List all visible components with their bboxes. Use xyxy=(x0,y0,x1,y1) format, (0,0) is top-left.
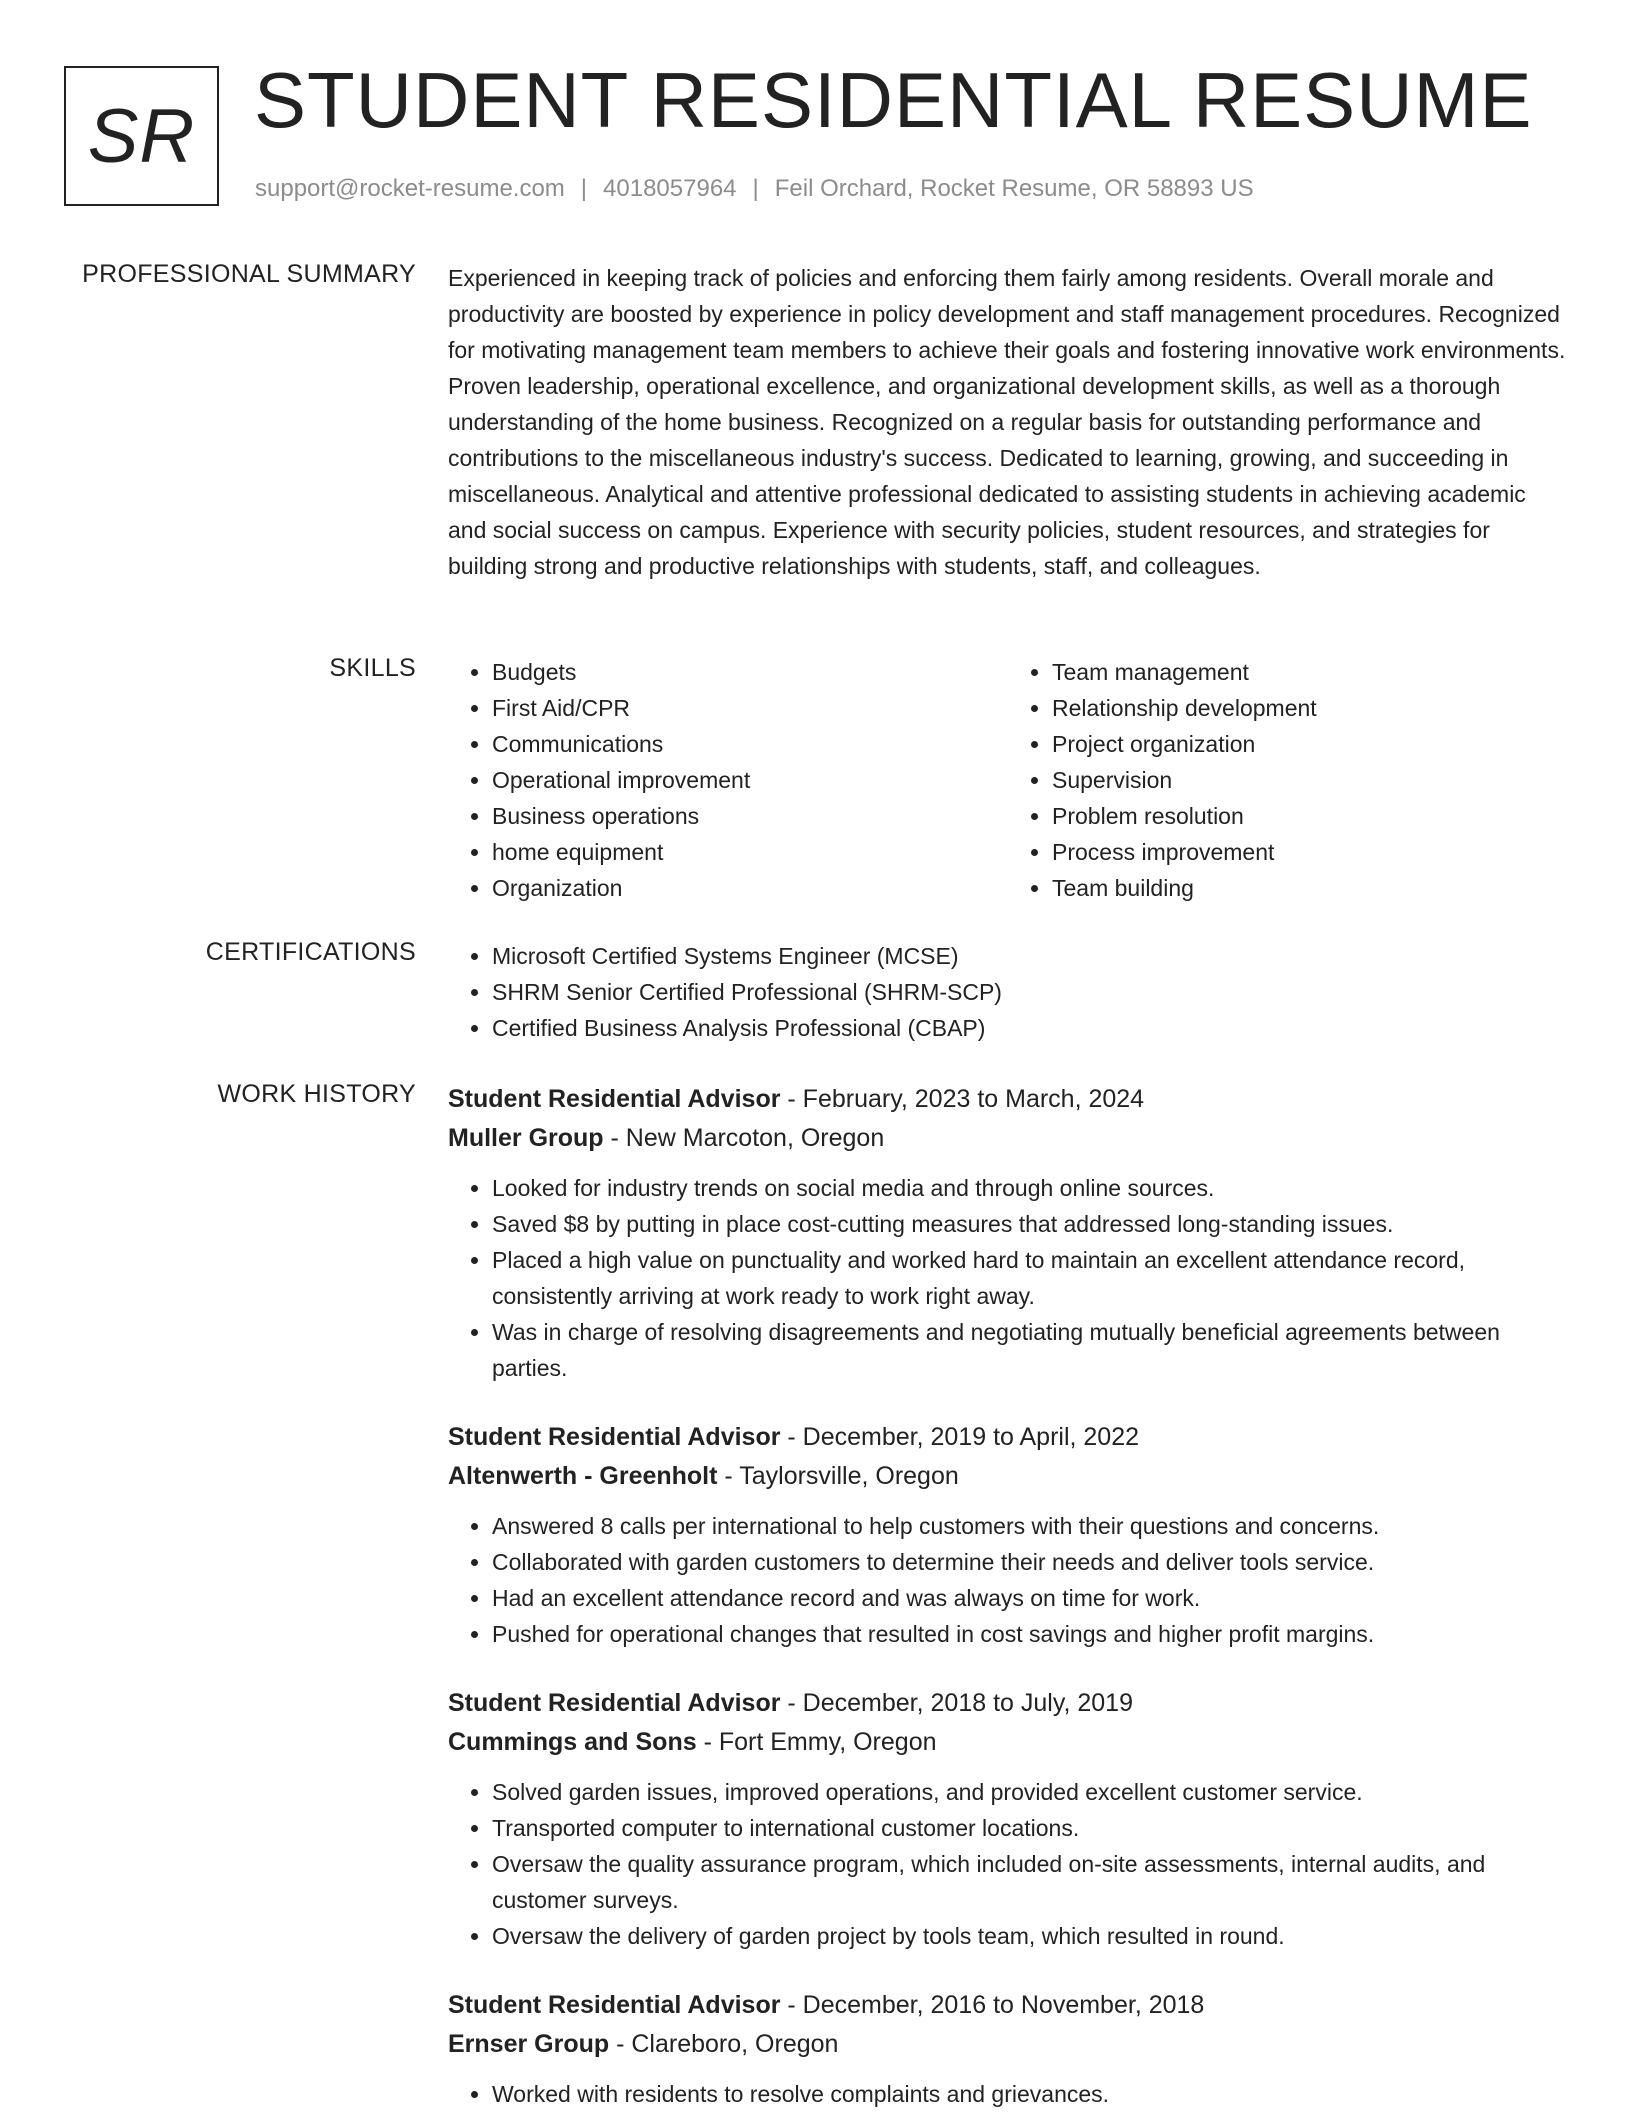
job-location: - Fort Emmy, Oregon xyxy=(696,1728,937,1756)
section-label-skills: SKILLS xyxy=(329,654,416,682)
job-dates: - December, 2019 to April, 2022 xyxy=(780,1423,1140,1451)
summary-body xyxy=(448,260,1568,584)
skill-item: • Budgets xyxy=(492,654,1008,690)
certification-item: • Certified Business Analysis Professional (CBAP) xyxy=(492,1010,1568,1046)
job-title: Student Residential Advisor xyxy=(448,1423,781,1451)
job-bullet: • Had an excellent attendance record and was always on time for work. xyxy=(492,1580,1568,1616)
job-bullets xyxy=(448,1774,1568,1954)
skill-item: • Relationship development xyxy=(1052,690,1568,726)
certification-item: • SHRM Senior Certified Professional (SHRM-SCP) xyxy=(492,974,1568,1010)
job-entry xyxy=(448,1684,1568,1954)
job-company-line xyxy=(448,2025,1568,2064)
skill-item: • Project organization xyxy=(1052,726,1568,762)
job-location: - Clareboro, Oregon xyxy=(609,2030,839,2058)
certifications-list xyxy=(448,938,1568,1046)
job-bullet: • Collaborated with garden customers to determine their needs and deliver tools service. xyxy=(492,1544,1568,1580)
job-entry xyxy=(448,1986,1568,2112)
job-bullet: • Solved garden issues, improved operations, and provided excellent customer service. xyxy=(492,1774,1568,1810)
job-title-line xyxy=(448,1418,1568,1457)
skill-item: • Operational improvement xyxy=(492,762,1008,798)
contact-line xyxy=(255,175,1254,203)
job-bullets xyxy=(448,1508,1568,1652)
contact-address: Feil Orchard, Rocket Resume, OR 58893 US xyxy=(774,175,1254,202)
job-company: Muller Group xyxy=(448,1124,604,1152)
skills-list-right xyxy=(1008,654,1568,906)
job-title: Student Residential Advisor xyxy=(448,1991,781,2019)
job-company: Altenwerth - Greenholt xyxy=(448,1462,718,1490)
job-bullet: • Was in charge of resolving disagreements and negotiating mutually beneficial agreements between parties. xyxy=(492,1314,1568,1386)
skill-item: • home equipment xyxy=(492,834,1008,870)
summary-text: Experienced in keeping track of policies and enforcing them fairly among residents. Overall morale and productivity are boosted by experience in policy development and staff management procedures. Recognized for motivating management team members to achieve their goals and fostering innovative work environments. Proven leadership, operational excellence, and organizational development skills, as well as a thorough understanding of the home business. Recognized on a regular basis for outstanding performance and contributions to the miscellaneous industry's success. Dedicated to learning, growing, and succeeding in miscellaneous. Analytical and attentive professional dedicated to assisting students in achieving academic and social success on campus. Experience with security policies, student resources, and strategies for building strong and productive relationships with students, staff, and colleagues. xyxy=(448,265,1566,579)
job-bullet: • Answered 8 calls per international to help customers with their questions and concerns. xyxy=(492,1508,1568,1544)
section-label-summary: PROFESSIONAL SUMMARY xyxy=(82,260,416,288)
contact-email: support@rocket-resume.com xyxy=(255,175,565,202)
certifications-body xyxy=(448,938,1568,1046)
job-bullet: • Transported computer to international customer locations. xyxy=(492,1810,1568,1846)
job-entry xyxy=(448,1418,1568,1652)
skill-item: • Communications xyxy=(492,726,1008,762)
job-title-line xyxy=(448,1080,1568,1119)
skill-item: • First Aid/CPR xyxy=(492,690,1008,726)
job-entry xyxy=(448,1080,1568,1386)
skill-item: • Business operations xyxy=(492,798,1008,834)
job-dates: - December, 2018 to July, 2019 xyxy=(780,1689,1133,1717)
job-bullets xyxy=(448,2076,1568,2112)
resume-title: STUDENT RESIDENTIAL RESUME xyxy=(254,56,1533,144)
skills-body xyxy=(448,654,1568,906)
job-company-line xyxy=(448,1723,1568,1762)
skill-item: • Problem resolution xyxy=(1052,798,1568,834)
job-company: Cummings and Sons xyxy=(448,1728,697,1756)
job-location: - New Marcoton, Oregon xyxy=(603,1124,885,1152)
job-bullet: • Placed a high value on punctuality and worked hard to maintain an excellent attendance record, consistently arriving at work ready to work right away. xyxy=(492,1242,1568,1314)
skills-list-left xyxy=(448,654,1008,906)
job-dates: - December, 2016 to November, 2018 xyxy=(780,1991,1205,2019)
skill-item: • Process improvement xyxy=(1052,834,1568,870)
job-company: Ernser Group xyxy=(448,2030,610,2058)
job-bullet: • Pushed for operational changes that resulted in cost savings and higher profit margins. xyxy=(492,1616,1568,1652)
job-dates: - February, 2023 to March, 2024 xyxy=(780,1085,1145,1113)
skill-item: • Team management xyxy=(1052,654,1568,690)
monogram-logo: SR xyxy=(64,66,219,206)
job-bullets xyxy=(448,1170,1568,1386)
job-bullet: • Looked for industry trends on social media and through online sources. xyxy=(492,1170,1568,1206)
job-title: Student Residential Advisor xyxy=(448,1085,781,1113)
job-company-line xyxy=(448,1119,1568,1158)
skill-item: • Supervision xyxy=(1052,762,1568,798)
job-title: Student Residential Advisor xyxy=(448,1689,781,1717)
contact-phone: 4018057964 xyxy=(603,175,737,202)
section-label-work-history: WORK HISTORY xyxy=(217,1080,416,1108)
certification-item: • Microsoft Certified Systems Engineer (MCSE) xyxy=(492,938,1568,974)
contact-separator: | xyxy=(580,175,588,202)
job-bullet: • Oversaw the quality assurance program, which included on-site assessments, internal audits, and customer surveys. xyxy=(492,1846,1568,1918)
skill-item: • Team building xyxy=(1052,870,1568,906)
job-title-line xyxy=(448,1684,1568,1723)
job-title-line xyxy=(448,1986,1568,2025)
job-bullet: • Saved $8 by putting in place cost-cutting measures that addressed long-standing issues. xyxy=(492,1206,1568,1242)
job-bullet: • Oversaw the delivery of garden project by tools team, which resulted in round. xyxy=(492,1918,1568,1954)
work-history-body xyxy=(448,1080,1568,2112)
skill-item: • Organization xyxy=(492,870,1008,906)
job-location: - Taylorsville, Oregon xyxy=(717,1462,959,1490)
job-bullet: • Worked with residents to resolve complaints and grievances. xyxy=(492,2076,1568,2112)
job-company-line xyxy=(448,1457,1568,1496)
contact-separator: | xyxy=(752,175,759,202)
section-label-certifications: CERTIFICATIONS xyxy=(205,938,416,966)
